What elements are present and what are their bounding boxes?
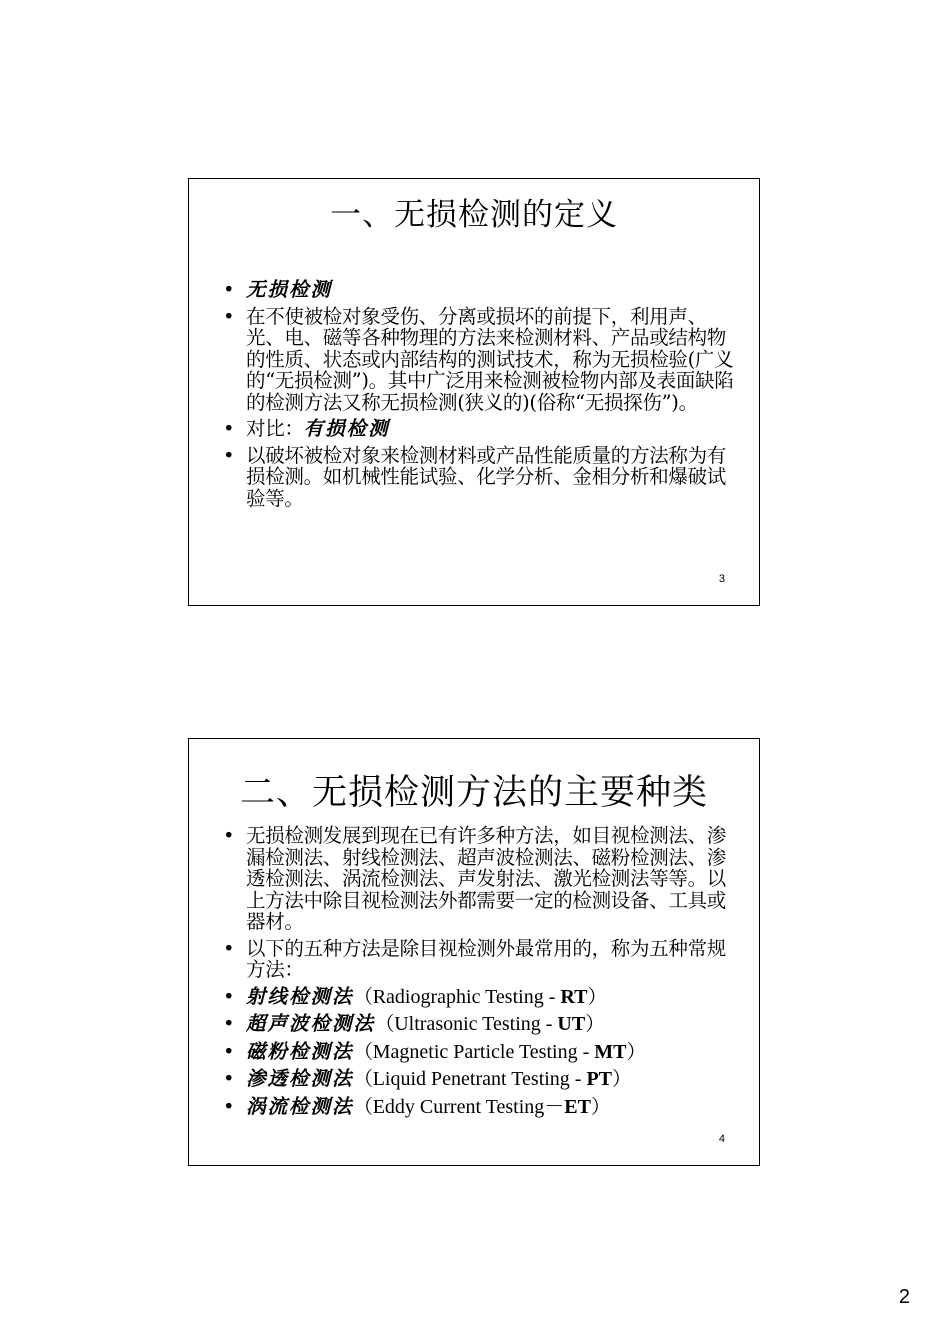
slide-3 <box>188 178 760 606</box>
bullet-prefix: 对比： <box>246 417 304 440</box>
method-abbr: ET <box>564 1095 591 1118</box>
paren-close: ） <box>585 1012 605 1035</box>
bullet-item: • 在不使被检对象受伤、分离或损坏的前提下，利用声、光、电、磁等各种物理的方法来检测材料、产品或结构物的性质、状态或内部结构的测试技术，称为无损检验(广义的“无损检测”)。其中广泛用来检测被检物内部及表面缺陷的检测方法又称无损检测(狭义的)(俗称“无损探伤”)。 <box>221 306 735 414</box>
bullet-list <box>221 825 735 1123</box>
paren-open: （ <box>353 1067 373 1090</box>
method-abbr: PT <box>586 1068 613 1090</box>
method-name: 超声波检测法 <box>246 1012 376 1035</box>
method-item <box>221 1096 735 1119</box>
paren-close: ） <box>590 1094 611 1118</box>
bullet-list <box>221 279 735 514</box>
method-item <box>221 986 735 1009</box>
slide-title: 二、无损检测方法的主要种类 <box>239 773 708 813</box>
paren-open: （ <box>353 984 373 1008</box>
method-name: 磁粉检测法 <box>246 1039 354 1063</box>
method-item <box>221 1068 735 1091</box>
method-abbr: UT <box>557 1013 586 1035</box>
paren-close: ） <box>587 984 607 1008</box>
paren-close: ） <box>612 1067 632 1090</box>
page-number: 2 <box>898 1286 910 1308</box>
method-english: Ultrasonic Testing - <box>394 1013 558 1035</box>
bullet-item: • 无损检测发展到现在已有许多种方法，如目视检测法、渗漏检测法、射线检测法、超声波检测法、磁粉检测法、渗透检测法、涡流检测法、声发射法、激光检测法等等。以上方法中除目视检测法外都需要一定的检测设备、工具或器材。 <box>221 825 735 933</box>
method-english: Magnetic Particle Testing - <box>372 1040 595 1063</box>
paren-open: （ <box>353 1094 373 1118</box>
method-name: 渗透检测法 <box>246 1067 354 1090</box>
slide-title: 一、无损检测的定义 <box>330 197 618 233</box>
method-english: Liquid Penetrant Testing - <box>372 1068 587 1090</box>
bullet-item <box>221 418 735 440</box>
paren-open: （ <box>353 1039 373 1063</box>
method-english: Eddy Current Testing－ <box>372 1095 565 1118</box>
method-abbr: RT <box>560 985 588 1008</box>
method-item <box>221 1041 735 1064</box>
slide-4 <box>188 738 760 1166</box>
slide-number: 4 <box>718 1133 725 1145</box>
term-destructive-testing: 有损检测 <box>303 417 390 440</box>
paren-open: （ <box>375 1012 395 1035</box>
bullet-item: • 以下的五种方法是除目视检测外最常用的，称为五种常规方法： <box>221 938 735 981</box>
method-item <box>221 1013 735 1036</box>
method-abbr: MT <box>594 1040 627 1063</box>
paren-close: ） <box>626 1039 646 1063</box>
bullet-item: • 以破坏被检对象来检测材料或产品性能质量的方法称为有损检测。如机械性能试验、化学分析、金相分析和爆破试验等。 <box>221 445 735 510</box>
term-nondestructive-testing: 无损检测 <box>246 278 333 301</box>
bullet-item <box>221 279 735 301</box>
method-english: Radiographic Testing - <box>372 985 561 1008</box>
method-name: 涡流检测法 <box>246 1094 354 1118</box>
slide-number: 3 <box>718 573 725 585</box>
method-name: 射线检测法 <box>246 984 354 1008</box>
